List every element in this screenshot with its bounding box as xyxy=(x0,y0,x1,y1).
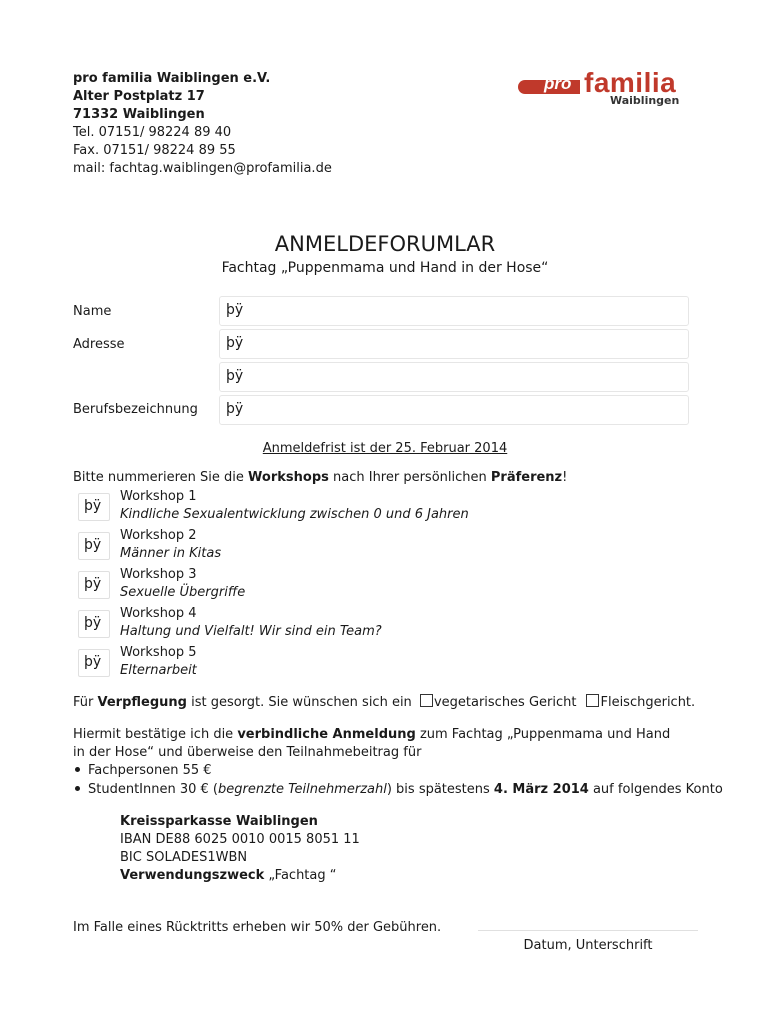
meat-checkbox[interactable] xyxy=(586,694,599,707)
city: 71332 Waiblingen xyxy=(73,107,205,122)
page-title: ANMELDEFORUMLAR xyxy=(274,232,496,256)
food-verpflegung: Verpflegung xyxy=(97,695,187,710)
food-preference xyxy=(73,694,695,710)
workshop-2-subtitle: Männer in Kitas xyxy=(120,546,222,561)
bank-iban: IBAN DE88 6025 0010 0015 8051 11 xyxy=(120,832,360,847)
intro-workshops: Workshops xyxy=(248,470,329,485)
fee-deadline-date: 4. März 2014 xyxy=(493,782,589,797)
workshop-2-rank-value: þÿ xyxy=(84,537,102,553)
bank-details xyxy=(120,813,360,885)
workshop-5-subtitle: Elternarbeit xyxy=(120,663,197,678)
vegetarian-checkbox[interactable] xyxy=(420,694,433,707)
confirm-bold: verbindliche Anmeldung xyxy=(237,727,416,742)
fee-bullet-1 xyxy=(73,763,212,778)
adresse-field-1-value: þÿ xyxy=(226,335,244,351)
bullet-dot xyxy=(75,767,80,772)
confirmation-text xyxy=(73,726,683,762)
workshop-5-title: Workshop 5 xyxy=(120,645,197,660)
pro-familia-logo xyxy=(518,67,698,110)
page-subtitle: Fachtag „Puppenmama und Hand in der Hose“ xyxy=(221,260,549,276)
fee-students-mid: ) bis spätestens xyxy=(386,782,494,797)
fee-fachpersonen: Fachpersonen 55 € xyxy=(88,763,212,778)
workshop-3-subtitle: Sexuelle Übergriffe xyxy=(120,585,246,600)
bank-bic: BIC SOLADES1WBN xyxy=(120,850,248,865)
food-mid: ist gesorgt. Sie wünschen sich ein xyxy=(186,695,416,710)
org-name: pro familia Waiblingen e.V. xyxy=(73,71,271,86)
intro-pre: Bitte nummerieren Sie die xyxy=(73,470,249,485)
workshop-1-subtitle: Kindliche Sexualentwicklung zwischen 0 und 6 Jahren xyxy=(120,507,469,522)
workshop-2-title: Workshop 2 xyxy=(120,528,197,543)
deadline-notice: Anmeldefrist ist der 25. Februar 2014 xyxy=(262,441,508,456)
adresse-field-2-value: þÿ xyxy=(226,368,244,384)
workshop-4-subtitle: Haltung und Vielfalt! Wir sind ein Team? xyxy=(120,624,382,639)
adresse-field-1[interactable] xyxy=(219,329,689,359)
bullet-dot xyxy=(75,786,80,791)
confirm-pre: Hiermit bestätige ich die xyxy=(73,727,238,742)
street: Alter Postplatz 17 xyxy=(73,89,205,104)
workshop-4-rank-value: þÿ xyxy=(84,615,102,631)
workshop-1-rank-value: þÿ xyxy=(84,498,102,514)
workshop-4-rank-field[interactable] xyxy=(78,610,110,638)
workshop-5-rank-field[interactable] xyxy=(78,649,110,677)
workshop-intro xyxy=(73,470,567,485)
phone: Tel. 07151/ 98224 89 40 xyxy=(73,125,232,140)
email: mail: fachtag.waiblingen@profamilia.de xyxy=(73,161,332,176)
workshop-3-rank-field[interactable] xyxy=(78,571,110,599)
beruf-field[interactable] xyxy=(219,395,689,425)
workshop-5-rank-value: þÿ xyxy=(84,654,102,670)
vegetarian-label: vegetarisches Gericht xyxy=(433,695,577,710)
workshop-4-title: Workshop 4 xyxy=(120,606,197,621)
name-field-value: þÿ xyxy=(226,302,244,318)
name-label: Name xyxy=(73,304,112,319)
confirm-post: zum Fachtag „Puppenmama und Hand in der Hose“ und überweise den Teilnahmebeitrag für xyxy=(73,727,671,760)
beruf-field-value: þÿ xyxy=(226,401,244,417)
meat-label: Fleischgericht. xyxy=(600,695,696,710)
workshop-3-rank-value: þÿ xyxy=(84,576,102,592)
workshop-3-title: Workshop 3 xyxy=(120,567,197,582)
fee-students-end: auf folgendes Konto xyxy=(588,782,723,797)
workshop-2-rank-field[interactable] xyxy=(78,532,110,560)
fax: Fax. 07151/ 98224 89 55 xyxy=(73,143,236,158)
signature-label: Datum, Unterschrift xyxy=(523,938,653,953)
purpose-label: Verwendungszweck xyxy=(120,868,265,883)
intro-praeferenz: Präferenz xyxy=(490,470,563,485)
bank-name: Kreissparkasse Waiblingen xyxy=(120,814,318,829)
adresse-label: Adresse xyxy=(73,337,125,352)
logo-familia: familia xyxy=(584,67,677,98)
cancellation-notice: Im Falle eines Rücktritts erheben wir 50% der Gebühren. xyxy=(73,920,442,935)
intro-mid: nach Ihrer persönlichen xyxy=(328,470,491,485)
purpose-value: „Fachtag “ xyxy=(264,868,337,883)
fee-students-italic: begrenzte Teilnehmerzahl xyxy=(218,782,387,797)
sender-address xyxy=(73,70,332,178)
fee-bullet-2 xyxy=(73,782,723,797)
workshop-1-rank-field[interactable] xyxy=(78,493,110,521)
beruf-label: Berufsbezeichnung xyxy=(73,402,198,417)
intro-end: ! xyxy=(562,470,568,485)
food-pre: Für xyxy=(73,695,98,710)
logo-pro: pro xyxy=(544,74,572,93)
fee-students-pre: StudentInnen 30 € ( xyxy=(88,782,219,797)
workshop-1-title: Workshop 1 xyxy=(120,489,197,504)
name-field[interactable] xyxy=(219,296,689,326)
adresse-field-2[interactable] xyxy=(219,362,689,392)
signature-line[interactable] xyxy=(478,930,698,931)
logo-city: Waiblingen xyxy=(610,94,680,107)
bank-purpose xyxy=(120,867,360,885)
